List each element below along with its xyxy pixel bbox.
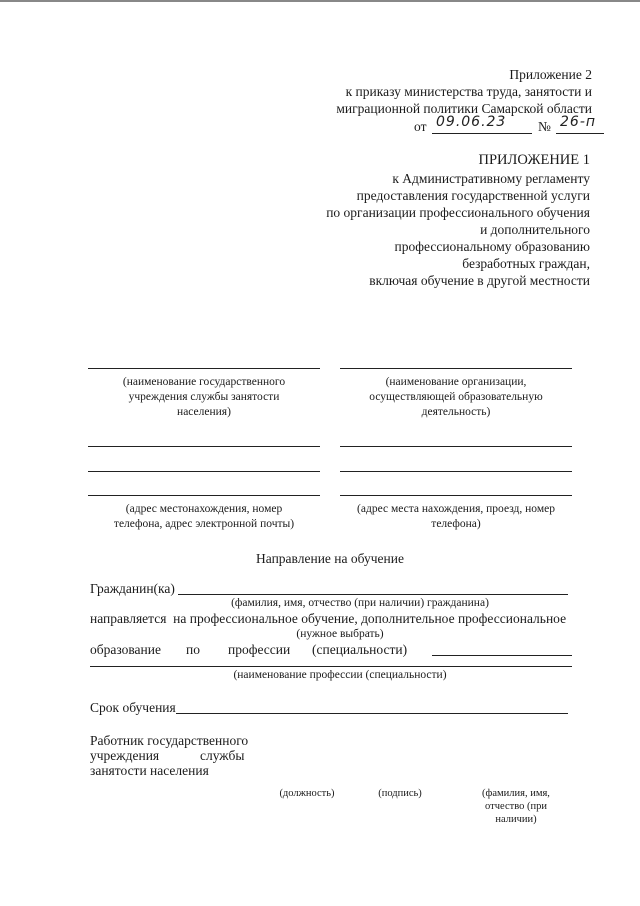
field-line[interactable]: [88, 471, 320, 472]
caption-line: населения): [177, 406, 231, 418]
date-underline: [432, 133, 532, 134]
field-line[interactable]: [340, 495, 572, 496]
profession-field-short[interactable]: [432, 655, 572, 656]
date-prefix: от: [414, 119, 427, 134]
caption-line: (адрес местонахождения, номер: [125, 503, 283, 515]
caption-line: телефона, адрес электронной почты): [113, 518, 295, 530]
appendix-header: [232, 66, 592, 117]
field-line[interactable]: [88, 495, 320, 496]
annex-line: и дополнительного: [480, 222, 590, 237]
number-value: 26-п: [560, 114, 597, 130]
form-heading: Направление на обучение: [256, 551, 404, 566]
date-value: 09.06.23: [436, 114, 507, 130]
sign-signature-caption: (подпись): [378, 788, 422, 799]
edu-word: профессии: [228, 642, 291, 657]
citizen-field[interactable]: [178, 594, 568, 595]
edu-word: (специальности): [312, 642, 408, 657]
annex-line: к Административному регламенту: [392, 171, 590, 186]
term-label: Срок обучения: [90, 700, 176, 715]
sign-position-caption: (должность): [279, 788, 335, 799]
appendix-date-row: [414, 116, 604, 136]
annex-title: ПРИЛОЖЕНИЕ 1: [478, 152, 590, 168]
edu-word: образование: [90, 642, 161, 657]
choose-caption: (нужное выбрать): [296, 628, 384, 640]
edu-word: по: [186, 642, 200, 657]
worker-line: службы: [200, 748, 245, 763]
worker-block: [90, 732, 250, 784]
left-caption-address: [82, 502, 326, 532]
field-line[interactable]: [88, 368, 320, 369]
number-underline: [556, 133, 604, 134]
worker-line: учреждения: [90, 748, 160, 763]
annex-header: [230, 152, 590, 289]
appendix-line: к приказу министерства труда, занятости и: [345, 84, 592, 99]
edu-line: [90, 641, 610, 659]
sign-name-caption: [468, 787, 564, 826]
top-edge-line: [0, 0, 640, 2]
profession-field[interactable]: [90, 666, 572, 667]
annex-line: предоставления государственной услуги: [356, 188, 590, 203]
caption-line: (адрес места нахождения, проезд, номер: [357, 503, 555, 515]
field-line[interactable]: [340, 471, 572, 472]
field-line[interactable]: [340, 446, 572, 447]
caption-line: наличии): [495, 814, 537, 825]
field-line[interactable]: [88, 446, 320, 447]
annex-line: по организации профессионального обучения: [326, 205, 590, 220]
annex-line: включая обучение в другой местности: [369, 273, 590, 288]
profession-caption: (наименование профессии (специальности): [233, 669, 447, 681]
citizen-label: Гражданин(ка): [90, 581, 175, 596]
worker-line: Работник государственного: [90, 733, 249, 748]
term-field[interactable]: [176, 713, 568, 714]
caption-line: (фамилия, имя,: [482, 788, 550, 799]
caption-line: (наименование государственного: [122, 376, 286, 388]
appendix-line: миграционной политики Самарской области: [336, 101, 592, 116]
right-caption-org: [340, 375, 572, 420]
caption-line: учреждения службы занятости: [128, 391, 280, 403]
citizen-caption: (фамилия, имя, отчество (при наличии) гражданина): [231, 597, 489, 609]
directed-line: направляется на профессиональное обучение, дополнительное профессиональное: [90, 611, 567, 626]
worker-line: занятости населения: [90, 763, 209, 778]
caption-line: отчество (при: [485, 801, 547, 812]
right-caption-address: [334, 502, 578, 532]
annex-line: профессиональному образованию: [394, 239, 590, 254]
caption-line: деятельность): [421, 406, 491, 418]
caption-line: осуществляющей образовательную: [369, 391, 543, 403]
appendix-title: Приложение 2: [509, 67, 592, 82]
annex-line: безработных граждан,: [462, 256, 590, 271]
number-sign: №: [538, 119, 551, 134]
left-caption-org: [88, 375, 320, 420]
caption-line: телефона): [431, 518, 481, 530]
caption-line: (наименование организации,: [385, 376, 527, 388]
field-line[interactable]: [340, 368, 572, 369]
